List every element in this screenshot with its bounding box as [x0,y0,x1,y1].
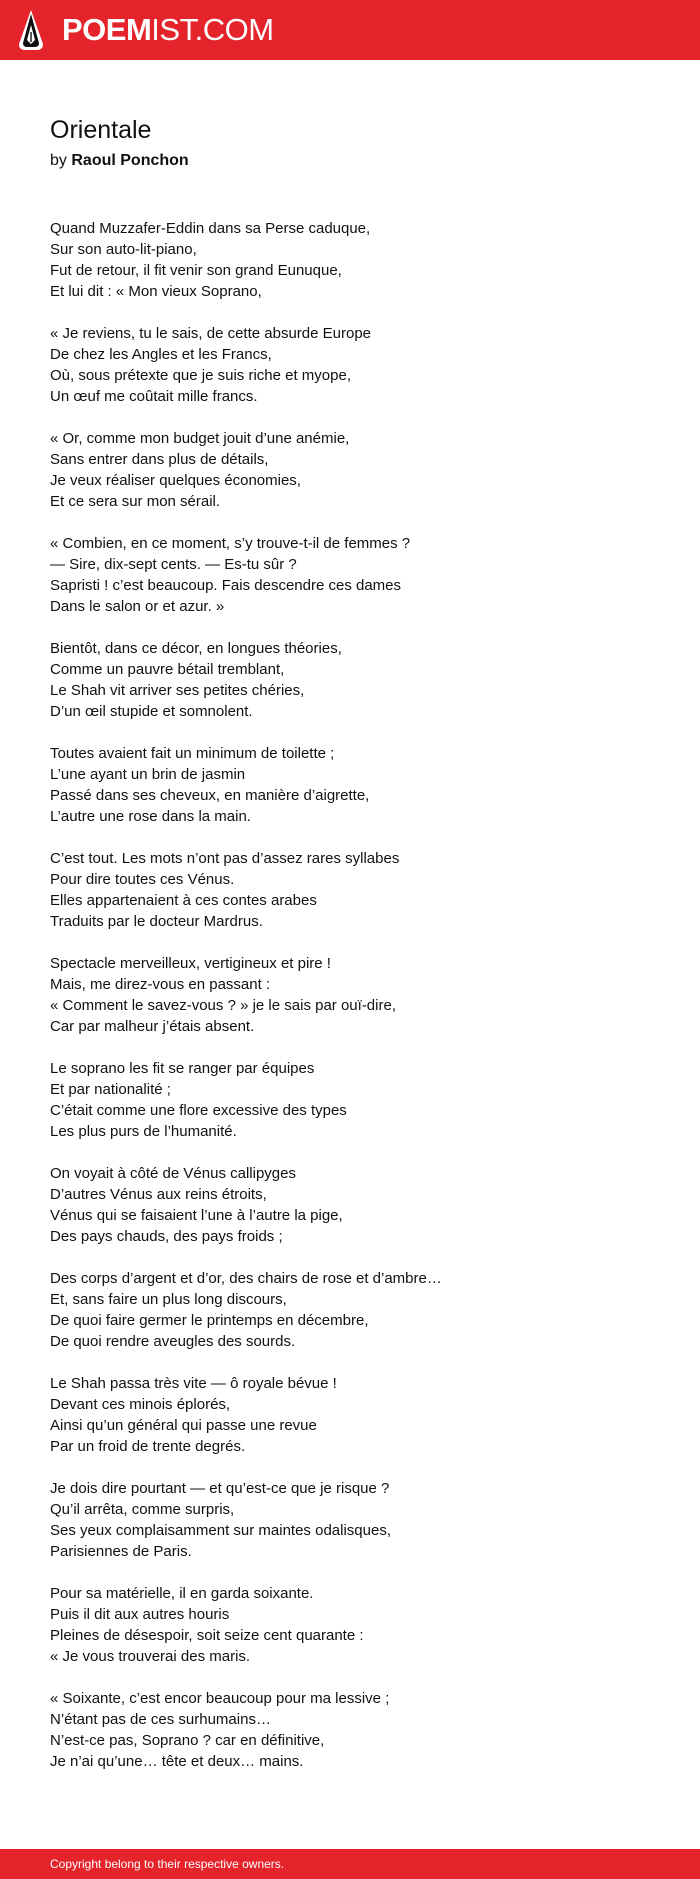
poem-stanza [50,1268,670,1352]
poem-line: Des corps d’argent et d’or, des chairs de rose et d’ambre… [50,1270,442,1287]
poem-line: Quand Muzzafer-Eddin dans sa Perse caduque, [50,220,371,237]
poem-line: Car par malheur j’étais absent. [50,1018,255,1035]
poem-byline [50,150,670,172]
poem-line: Puis il dit aux autres houris [50,1606,230,1623]
poem-line: De quoi faire germer le printemps en décembre, [50,1312,369,1329]
poem-body [50,218,670,1772]
poem-line: Je n’ai qu’une… tête et deux… mains. [50,1753,304,1770]
poem-line: Par un froid de trente degrés. [50,1438,246,1455]
poem-line: Sapristi ! c’est beaucoup. Fais descendre ces dames [50,577,402,594]
author-name[interactable]: Raoul Ponchon [71,152,189,169]
site-footer [0,1849,700,1879]
poem-line: « Combien, en ce moment, s’y trouve-t-il de femmes ? [50,535,411,552]
poem-line: « Soixante, c’est encor beaucoup pour ma lessive ; [50,1690,390,1707]
poem-line: De chez les Angles et les Francs, [50,346,272,363]
poem-line: Traduits par le docteur Mardrus. [50,913,263,930]
poem-line: L’autre une rose dans la main. [50,808,251,825]
poem-content [50,114,670,1793]
poem-line: Ainsi qu’un général qui passe une revue [50,1417,317,1434]
poem-line: Mais, me direz-vous en passant : [50,976,271,993]
poem-line: Des pays chauds, des pays froids ; [50,1228,283,1245]
logo-light-text: IST.COM [151,12,274,47]
poem-line: Pleines de désespoir, soit seize cent quarante : [50,1627,364,1644]
poem-line: L’une ayant un brin de jasmin [50,766,246,783]
poem-line: C’est tout. Les mots n’ont pas d’assez rares syllabes [50,850,400,867]
poem-line: « Or, comme mon budget jouit d’une anémie, [50,430,350,447]
site-logo[interactable] [62,11,274,49]
poem-line: Bientôt, dans ce décor, en longues théories, [50,640,342,657]
poem-line: Toutes avaient fait un minimum de toilette ; [50,745,335,762]
poem-line: « Je vous trouverai des maris. [50,1648,251,1665]
poem-stanza [50,743,670,827]
poem-stanza [50,1163,670,1247]
poem-line: « Comment le savez-vous ? » je le sais par ouï-dire, [50,997,396,1014]
fountain-pen-nib-icon[interactable] [18,9,44,51]
poem-line: Ses yeux complaisamment sur maintes odalisques, [50,1522,391,1539]
poem-stanza [50,848,670,932]
poem-stanza [50,953,670,1037]
logo-bold-text: POEM [62,12,152,47]
poem-line: Un œuf me coûtait mille francs. [50,388,258,405]
poem-line: Fut de retour, il fit venir son grand Eunuque, [50,262,342,279]
poem-line: Pour dire toutes ces Vénus. [50,871,235,888]
poem-line: Et par nationalité ; [50,1081,171,1098]
poem-line: On voyait à côté de Vénus callipyges [50,1165,296,1182]
poem-line: Le Shah passa très vite — ô royale bévue ! [50,1375,337,1392]
poem-line: N’étant pas de ces surhumains… [50,1711,271,1728]
poem-line: Les plus purs de l’humanité. [50,1123,237,1140]
poem-line: De quoi rendre aveugles des sourds. [50,1333,296,1350]
poem-line: Sur son auto-lit-piano, [50,241,197,258]
poem-stanza [50,638,670,722]
poem-line: Et lui dit : « Mon vieux Soprano, [50,283,262,300]
poem-line: D’un œil stupide et somnolent. [50,703,253,720]
poem-line: D’autres Vénus aux reins étroits, [50,1186,267,1203]
poem-stanza [50,533,670,617]
poem-line: Sans entrer dans plus de détails, [50,451,269,468]
poem-stanza [50,1058,670,1142]
poem-line: N’est-ce pas, Soprano ? car en définitive, [50,1732,325,1749]
poem-line: « Je reviens, tu le sais, de cette absurde Europe [50,325,372,342]
poem-stanza [50,218,670,302]
poem-line: Je veux réaliser quelques économies, [50,472,301,489]
poem-line: Dans le salon or et azur. » [50,598,225,615]
poem-line: Passé dans ses cheveux, en manière d’aigrette, [50,787,370,804]
poem-line: Et, sans faire un plus long discours, [50,1291,287,1308]
poem-stanza [50,1478,670,1562]
copyright-text: Copyright belong to their respective owners. [50,1857,285,1871]
poem-line: Et ce sera sur mon sérail. [50,493,221,510]
poem-line: Qu’il arrêta, comme surpris, [50,1501,235,1518]
poem-line: Comme un pauvre bétail tremblant, [50,661,285,678]
poem-line: Elles appartenaient à ces contes arabes [50,892,317,909]
poem-line: Pour sa matérielle, il en garda soixante. [50,1585,314,1602]
byline-prefix: by [50,152,67,169]
poem-line: Spectacle merveilleux, vertigineux et pire ! [50,955,331,972]
poem-line: Où, sous prétexte que je suis riche et myope, [50,367,351,384]
poem-line: Je dois dire pourtant — et qu’est-ce que je risque ? [50,1480,390,1497]
site-header [0,0,700,60]
poem-stanza [50,323,670,407]
poem-stanza [50,1583,670,1667]
poem-line: Vénus qui se faisaient l’une à l’autre la pige, [50,1207,343,1224]
poem-stanza [50,428,670,512]
poem-stanza [50,1373,670,1457]
poem-line: Parisiennes de Paris. [50,1543,192,1560]
poem-stanza [50,1688,670,1772]
poem-line: Devant ces minois éplorés, [50,1396,231,1413]
poem-line: Le Shah vit arriver ses petites chéries, [50,682,305,699]
poem-title: Orientale [50,116,152,144]
poem-line: Le soprano les fit se ranger par équipes [50,1060,315,1077]
poem-line: C’était comme une flore excessive des types [50,1102,347,1119]
poem-line: — Sire, dix-sept cents. — Es-tu sûr ? [50,556,297,573]
